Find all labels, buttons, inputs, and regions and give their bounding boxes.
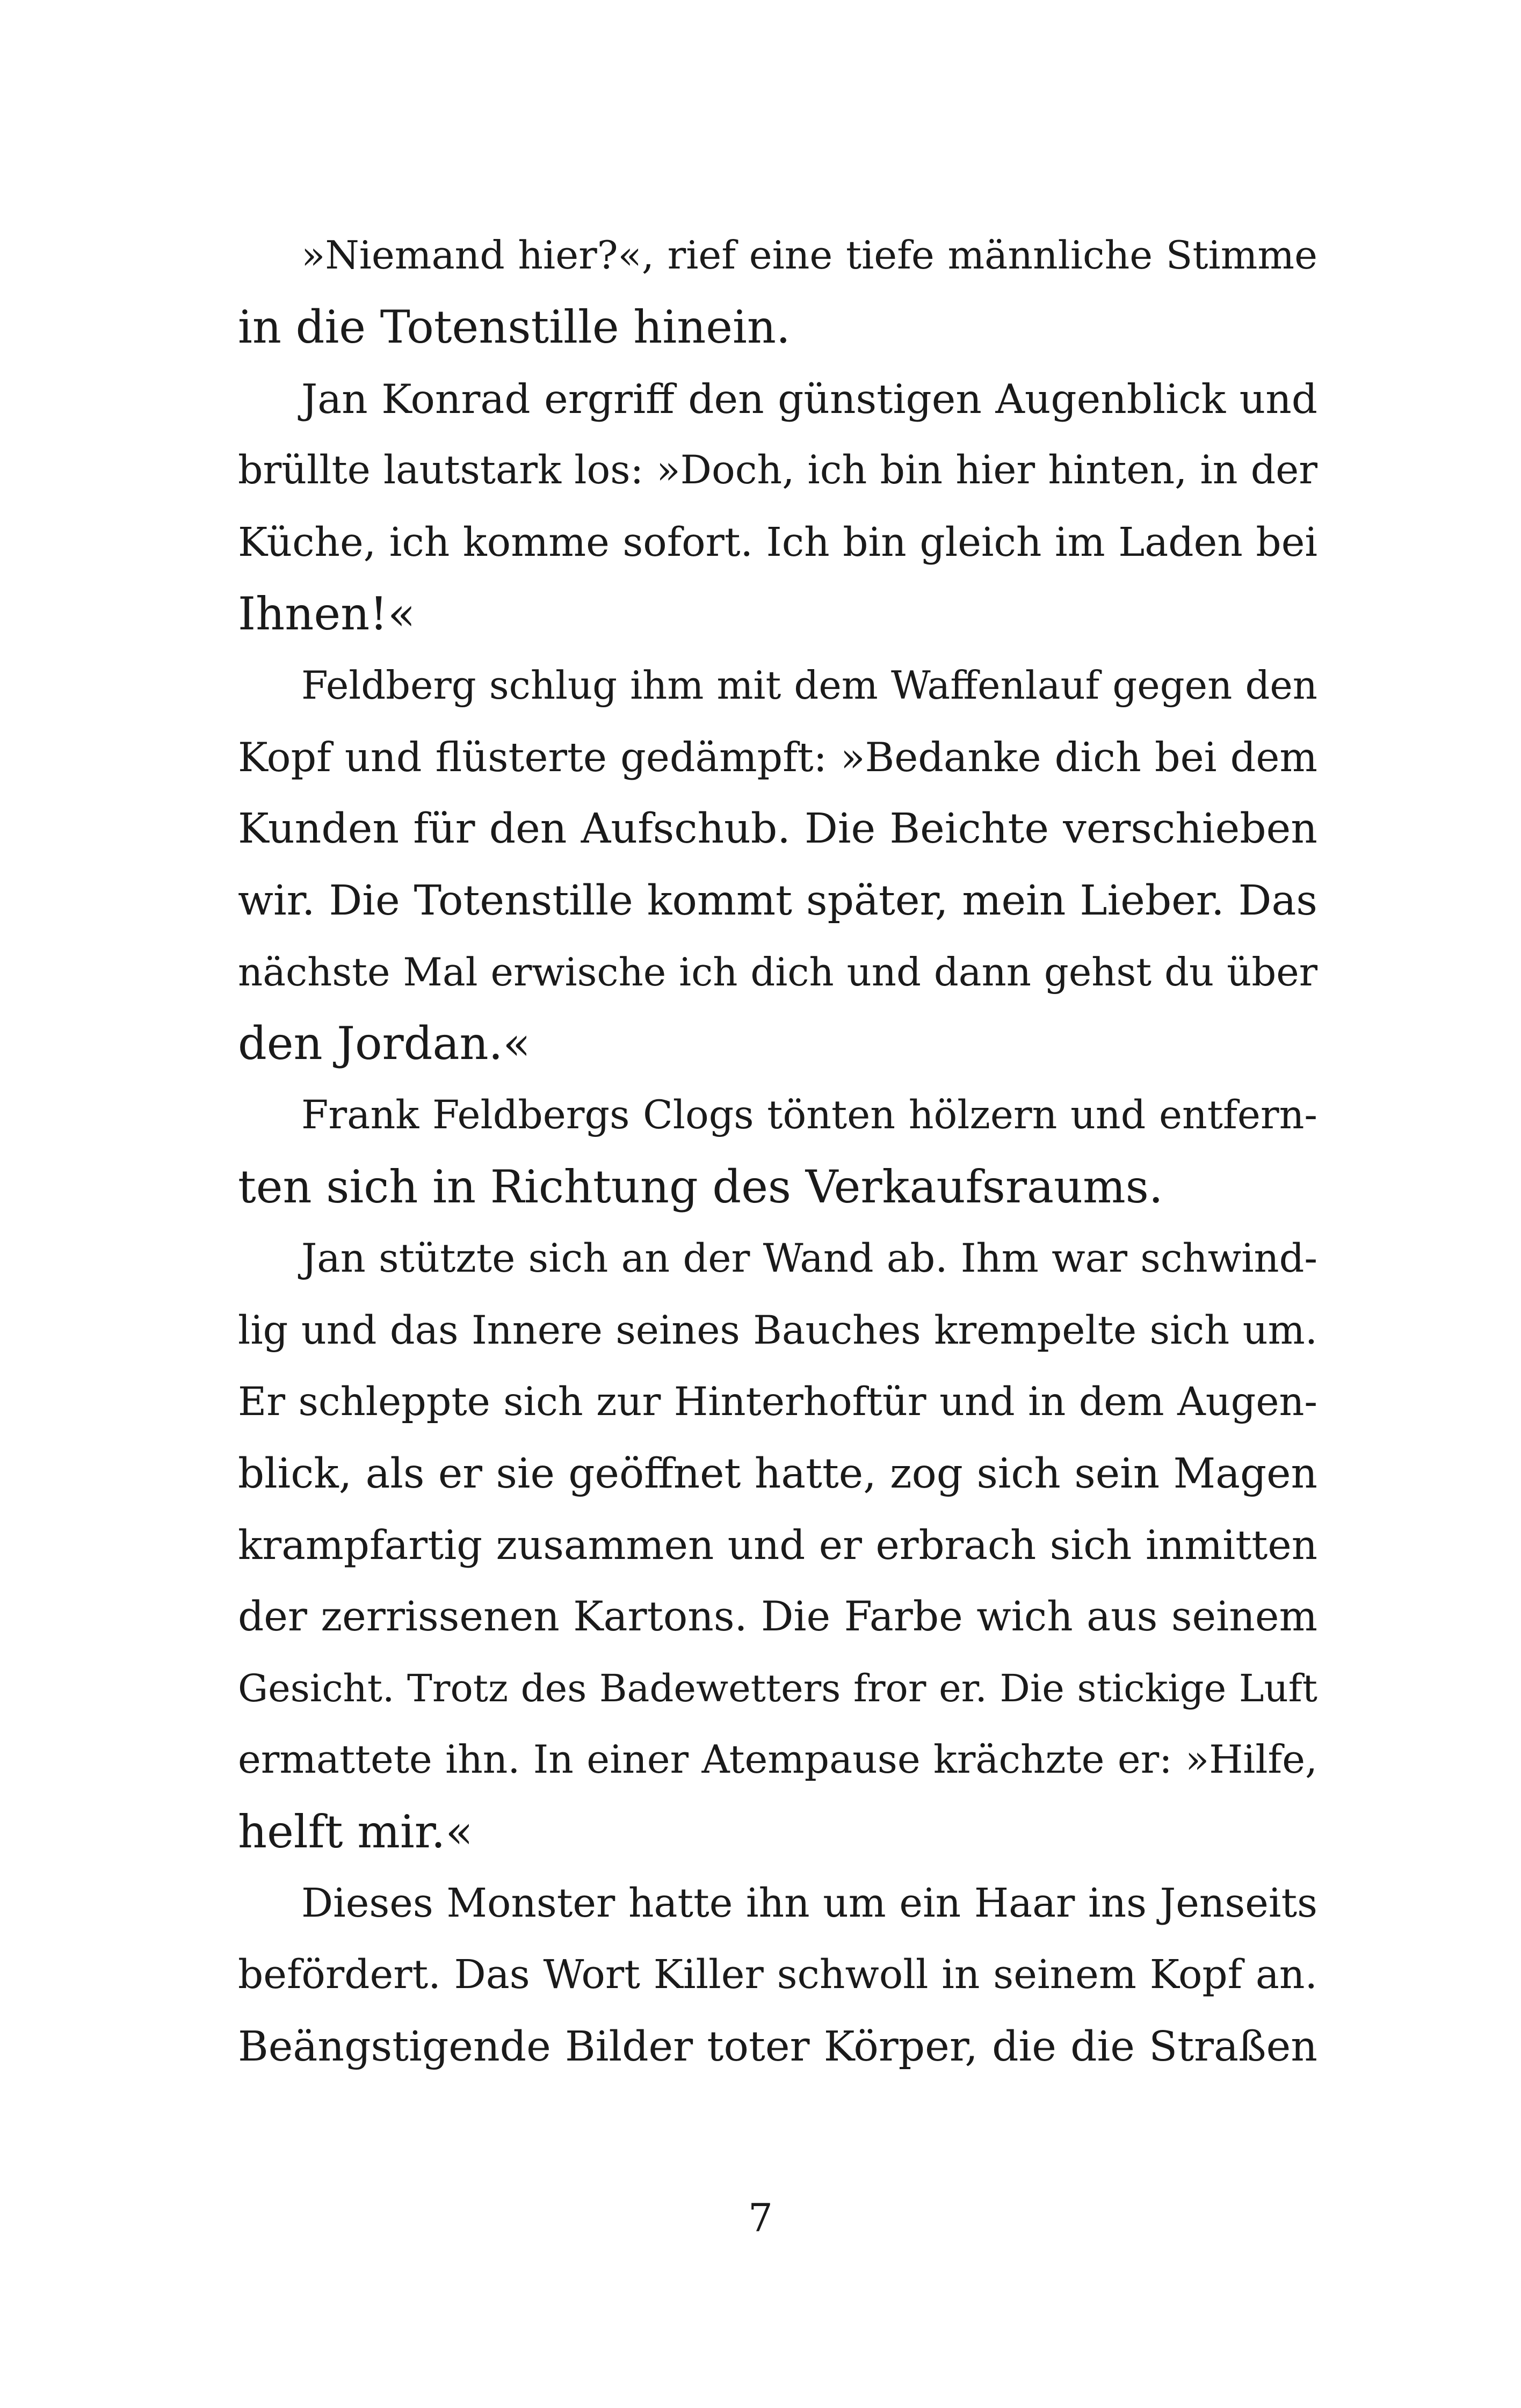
text-line: brüllte lautstark los: »Doch, ich bin hier hinten, in der xyxy=(238,448,1317,494)
text-line: ermattete ihn. In einer Atempause krächzte er: »Hilfe, xyxy=(238,1737,1317,1783)
text-line: Jan Konrad ergriff den günstigen Augenblick und xyxy=(301,375,1317,423)
text-line: Kunden für den Aufschub. Die Beichte verschieben xyxy=(238,804,1317,853)
text-line: lig und das Innere seines Bauches krempelte sich um. xyxy=(238,1307,1317,1353)
text-line: Gesicht. Trotz des Badewetters fror er. Die stickige Luft xyxy=(238,1666,1317,1710)
text-line: den Jordan.« xyxy=(238,1017,531,1070)
text-line: in die Totenstille hinein. xyxy=(238,301,791,354)
text-line: Küche, ich komme sofort. Ich bin gleich im Laden bei xyxy=(238,519,1317,565)
text-line: krampfartig zusammen und er erbrach sich inmitten xyxy=(238,1521,1317,1569)
text-line: blick, als er sie geöffnet hatte, zog sich sein Magen xyxy=(238,1449,1317,1498)
text-line: Beängstigende Bilder toter Körper, die die Straßen xyxy=(238,2022,1317,2071)
text-line: Frank Feldbergs Clogs tönten hölzern und entfern- xyxy=(301,1092,1317,1138)
body-text xyxy=(238,220,1317,2083)
text-line: helft mir.« xyxy=(238,1805,473,1858)
text-line: Feldberg schlug ihm mit dem Waffenlauf gegen den xyxy=(301,663,1317,708)
text-line: ten sich in Richtung des Verkaufsraums. xyxy=(238,1161,1163,1214)
text-line: der zerrissenen Kartons. Die Farbe wich aus seinem xyxy=(238,1593,1317,1641)
text-line: »Niemand hier?«, rief eine tiefe männliche Stimme xyxy=(301,233,1317,278)
text-line: Kopf und flüsterte gedämpft: »Bedanke dich bei dem xyxy=(238,734,1317,781)
text-line: Dieses Monster hatte ihn um ein Haar ins Jenseits xyxy=(301,1880,1317,1926)
text-line: befördert. Das Wort Killer schwoll in seinem Kopf an. xyxy=(238,1952,1317,1998)
text-line: Ihnen!« xyxy=(238,587,416,640)
page-number: 7 xyxy=(748,2195,773,2240)
text-line: Jan stützte sich an der Wand ab. Ihm war schwind- xyxy=(301,1236,1317,1282)
text-line: Er schleppte sich zur Hinterhoftür und in dem Augen- xyxy=(238,1379,1317,1425)
text-line: nächste Mal erwische ich dich und dann gehst du über xyxy=(238,949,1317,995)
text-line: wir. Die Totenstille kommt später, mein Lieber. Das xyxy=(238,876,1317,925)
